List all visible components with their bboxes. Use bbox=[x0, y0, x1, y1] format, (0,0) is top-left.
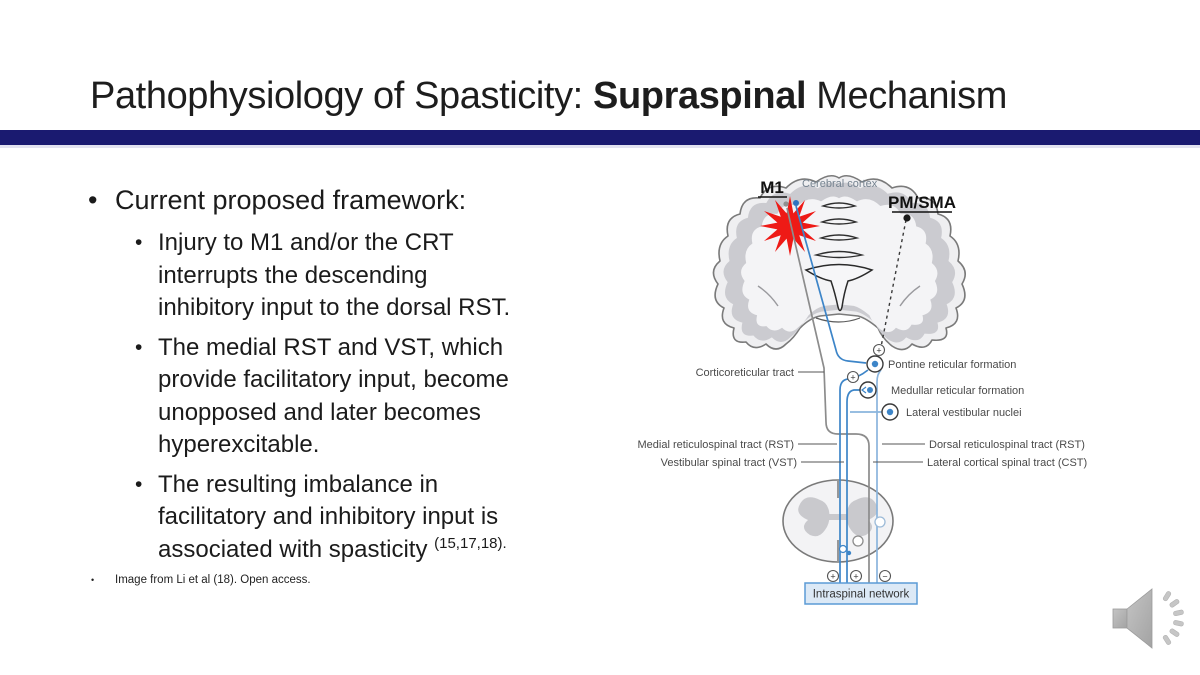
intraspinal-network-label: Intraspinal network bbox=[812, 588, 910, 601]
bullet-marker: • bbox=[88, 185, 98, 215]
medial-rst-label: Medial reticulospinal tract (RST) bbox=[637, 439, 794, 451]
speaker-body bbox=[1113, 589, 1152, 648]
synapse-terminal bbox=[847, 551, 851, 555]
gray-origin-dot bbox=[783, 201, 788, 206]
bullet-marker: • bbox=[91, 575, 95, 585]
vestibular-label: Lateral vestibular nuclei bbox=[906, 407, 1022, 419]
bullet-item bbox=[88, 183, 628, 217]
slide-title bbox=[90, 74, 1007, 118]
title-prefix: Pathophysiology of Spasticity: bbox=[90, 75, 593, 117]
sub-bullet-item bbox=[135, 469, 628, 567]
sound-waves bbox=[1162, 591, 1183, 646]
anatomy-diagram bbox=[620, 166, 1100, 618]
citation-footnote bbox=[91, 574, 311, 586]
sub-bullet-text: Injury to M1 and/or the CRT interrupts the descending inhibitory input to the dorsal RST. bbox=[158, 229, 511, 321]
bullet-text: Current proposed framework: bbox=[115, 185, 467, 215]
bullet-marker: • bbox=[135, 231, 143, 254]
title-suffix: Mechanism bbox=[806, 75, 1007, 117]
speaker-icon[interactable] bbox=[1103, 582, 1198, 667]
medullar-label: Medullar reticular formation bbox=[891, 385, 1025, 397]
bullet-marker: • bbox=[135, 472, 143, 496]
svg-text:+: + bbox=[830, 571, 836, 582]
bullet-marker: • bbox=[135, 335, 143, 359]
title-emphasis: Supraspinal bbox=[593, 75, 807, 117]
synapse-terminal bbox=[875, 517, 885, 527]
corticoreticular-label: Corticoreticular tract bbox=[695, 367, 794, 379]
dorsal-rst-label: Dorsal reticulospinal tract (RST) bbox=[929, 439, 1085, 451]
sub-bullet-text: The resulting imbalance in facilitatory and inhibitory input is associated with spasticity $^{(15,17,18).}$ bbox=[158, 470, 507, 563]
lateral-cst-label: Lateral cortical spinal tract (CST) bbox=[927, 457, 1088, 469]
vestibular-node bbox=[882, 404, 898, 420]
minus-symbol bbox=[880, 571, 891, 582]
dorsal-rst-line bbox=[877, 370, 881, 583]
svg-text:+: + bbox=[850, 372, 856, 383]
medullar-node bbox=[860, 382, 876, 398]
sub-bullet-item bbox=[135, 227, 628, 325]
blue-origin-dot bbox=[793, 200, 799, 206]
sub-bullet-text: The medial RST and VST, which provide facilitatory input, become unopposed and later becomes hyperexcitable. bbox=[158, 333, 509, 458]
pm-sma-label: PM/SMA bbox=[888, 193, 956, 212]
plus-symbol bbox=[874, 345, 885, 356]
pm-sma-origin-dot bbox=[903, 214, 910, 221]
footnote-text: Image from Li et al (18). Open access. bbox=[115, 574, 311, 586]
svg-text:+: + bbox=[876, 345, 882, 356]
intraspinal-network-box bbox=[805, 583, 917, 604]
cerebral-cortex-label: Cerebral cortex bbox=[802, 178, 878, 190]
synapse-terminal bbox=[840, 546, 847, 553]
sub-bullet-item bbox=[135, 332, 628, 462]
plus-symbol bbox=[848, 372, 859, 383]
plus-symbol bbox=[828, 571, 839, 582]
plus-symbol bbox=[851, 571, 862, 582]
pontine-label: Pontine reticular formation bbox=[888, 359, 1017, 371]
svg-text:−: − bbox=[882, 571, 888, 582]
pontine-node bbox=[867, 356, 883, 372]
accent-bar bbox=[0, 130, 1200, 148]
synapse-terminal bbox=[853, 536, 863, 546]
vst-label: Vestibular spinal tract (VST) bbox=[660, 457, 797, 469]
citation-superscript: (15,17,18). bbox=[434, 534, 507, 552]
m1-label: M1 bbox=[760, 178, 784, 197]
bullet-list bbox=[88, 183, 628, 573]
svg-text:+: + bbox=[853, 571, 859, 582]
